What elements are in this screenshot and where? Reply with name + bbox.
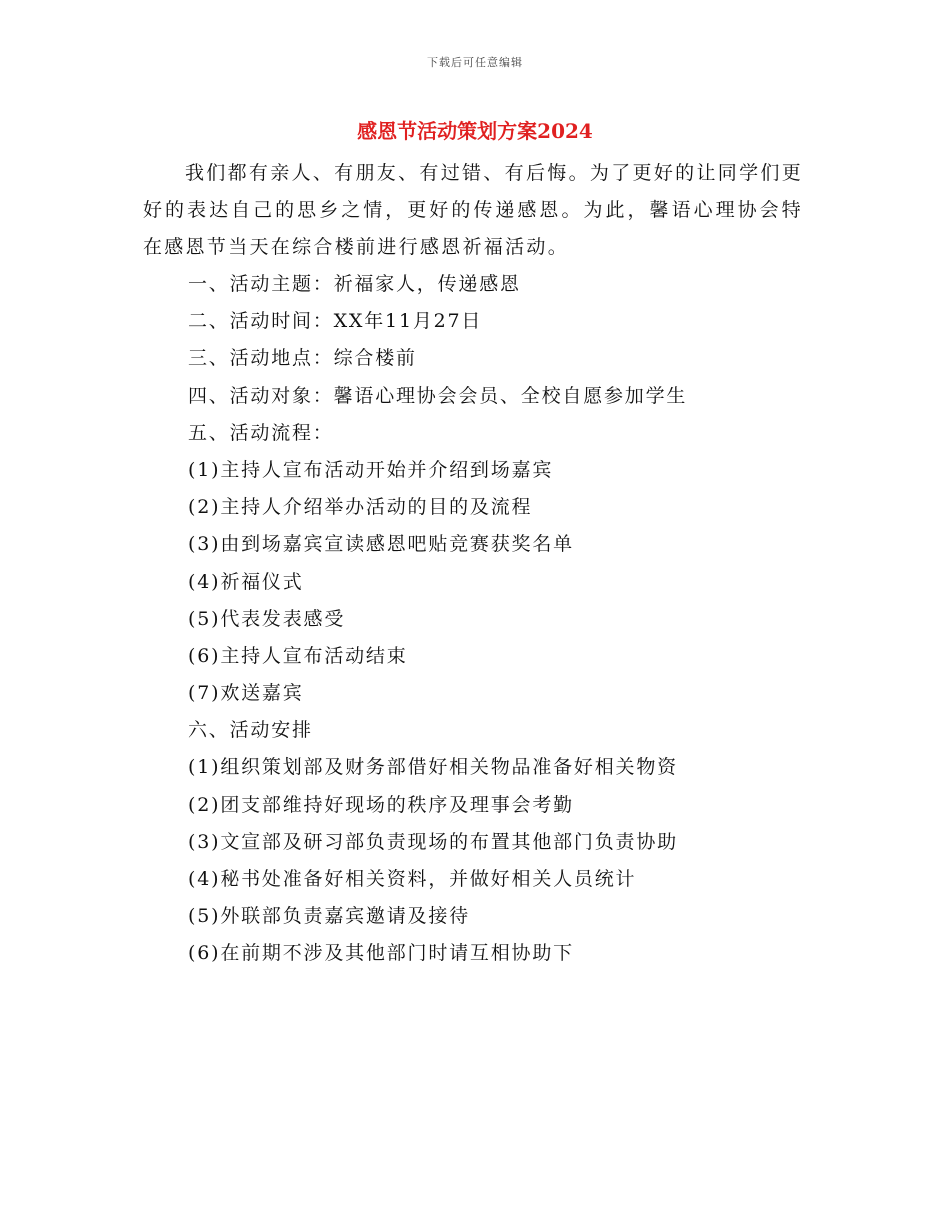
section-time: 二、活动时间：XX年11月27日 xyxy=(188,310,483,333)
arrangement-item-5: (5)外联部负责嘉宾邀请及接待 xyxy=(188,905,470,928)
arrangement-item-3: (3)文宣部及研习部负责现场的布置其他部门负责协助 xyxy=(188,830,678,853)
arrangement-item-1: (1)组织策划部及财务部借好相关物品准备好相关物资 xyxy=(188,756,678,779)
section-location: 三、活动地点：综合楼前 xyxy=(188,347,417,370)
page-header-note: 下载后可任意编辑 xyxy=(427,56,523,69)
process-item-4: (4)祈福仪式 xyxy=(188,570,304,593)
arrangement-item-2: (2)团支部维持好现场的秩序及理事会考勤 xyxy=(188,793,574,816)
section-theme: 一、活动主题：祈福家人，传递感恩 xyxy=(188,273,521,295)
section-process-heading: 五、活动流程： xyxy=(188,421,334,444)
arrangement-item-6: (6)在前期不涉及其他部门时请互相协助下 xyxy=(188,942,574,965)
section-audience: 四、活动对象：馨语心理协会会员、全校自愿参加学生 xyxy=(188,384,688,407)
arrangement-item-4: (4)秘书处准备好相关资料，并做好相关人员统计 xyxy=(188,868,637,890)
process-item-3: (3)由到场嘉宾宣读感恩吧贴竞赛获奖名单 xyxy=(188,533,574,556)
intro-paragraph: 我们都有亲人、有朋友、有过错、有后悔。为了更好的让同学们更好的表达自己的思乡之情，更好的传递感恩。为此，馨语心理协会特在感恩节当天在综合楼前进行感恩祈福活动。 xyxy=(143,162,803,258)
document-title: 感恩节活动策划方案2024 xyxy=(357,119,593,143)
process-item-7: (7)欢送嘉宾 xyxy=(188,682,304,705)
process-item-6: (6)主持人宣布活动结束 xyxy=(188,644,408,667)
process-item-1: (1)主持人宣布活动开始并介绍到场嘉宾 xyxy=(188,458,554,481)
section-arrangement-heading: 六、活动安排 xyxy=(188,719,313,742)
process-item-5: (5)代表发表感受 xyxy=(188,607,346,630)
process-item-2: (2)主持人介绍举办活动的目的及流程 xyxy=(188,496,533,519)
document-body xyxy=(143,155,803,973)
